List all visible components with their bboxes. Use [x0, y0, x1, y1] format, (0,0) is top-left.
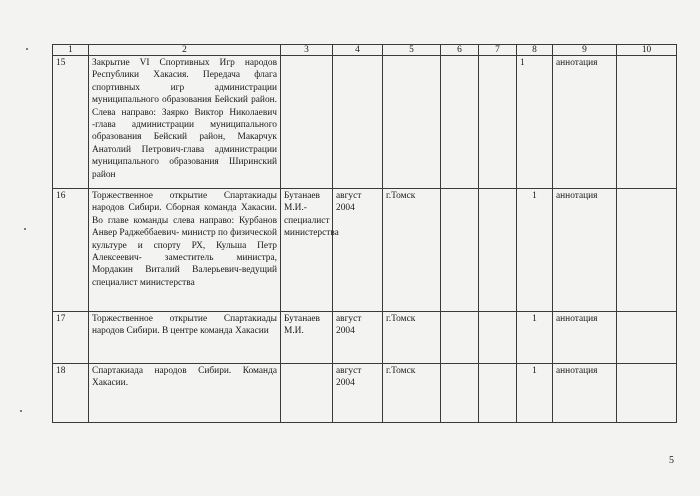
- column-header: 4: [333, 45, 383, 56]
- table-row: [53, 189, 677, 312]
- row-col10: [617, 312, 677, 364]
- row-author: Бутанаев М.И.: [281, 312, 333, 364]
- row-col7: [479, 56, 517, 189]
- row-count: 1: [517, 364, 553, 423]
- row-col10: [617, 364, 677, 423]
- table-row: [53, 364, 677, 423]
- row-count: 1: [517, 189, 553, 312]
- row-place: г.Томск: [383, 312, 441, 364]
- row-count: 1: [517, 56, 553, 189]
- row-number: 15: [53, 56, 89, 189]
- column-header: 8: [517, 45, 553, 56]
- page-number: 5: [669, 455, 674, 466]
- row-col10: [617, 56, 677, 189]
- row-col6: [441, 364, 479, 423]
- row-col6: [441, 56, 479, 189]
- column-header: 2: [89, 45, 281, 56]
- row-col6: [441, 189, 479, 312]
- scan-speck: [26, 48, 28, 50]
- row-author: [281, 364, 333, 423]
- row-description: Спартакиада народов Сибири. Команда Хакасии.: [89, 364, 281, 423]
- row-col7: [479, 189, 517, 312]
- row-date: август 2004: [333, 189, 383, 312]
- row-doc-type: аннотация: [553, 189, 617, 312]
- table-row: [53, 56, 677, 189]
- row-description: Закрытие VI Спортивных Игр народов Республики Хакасия. Передача флага спортивных игр администрации муниципального образования Бейский район. Слева направо: Заярко Виктор Николаевич -глава администрации муниципального образования Бейский район, Макарчук Анатолий Петрович-глава администрации муниципального образования Ширинский район: [89, 56, 281, 189]
- scan-speck: [24, 228, 26, 230]
- row-description: Торжественное открытие Спартакиады народов Сибири. Сборная команда Хакасии. Во главе команды слева направо: Курбанов Анвер Раджеббаевич- министр по физической культуре и спорту РХ, Кульша Петр Алексеевич- заместитель министра, Мордакин Виталий Валерьевич-ведущий специалист министерства: [89, 189, 281, 312]
- column-header: 3: [281, 45, 333, 56]
- row-date: август 2004: [333, 312, 383, 364]
- row-doc-type: аннотация: [553, 312, 617, 364]
- table-row: [53, 312, 677, 364]
- row-col7: [479, 364, 517, 423]
- scan-speck: [20, 410, 22, 412]
- row-author: [281, 56, 333, 189]
- row-number: 16: [53, 189, 89, 312]
- column-header: 9: [553, 45, 617, 56]
- row-date: [333, 56, 383, 189]
- column-header: 6: [441, 45, 479, 56]
- row-description: Торжественное открытие Спартакиады народов Сибири. В центре команда Хакасии: [89, 312, 281, 364]
- row-date: август 2004: [333, 364, 383, 423]
- photo-registry-table: [52, 44, 677, 423]
- row-col7: [479, 312, 517, 364]
- header-row: [53, 45, 677, 56]
- row-doc-type: аннотация: [553, 364, 617, 423]
- row-count: 1: [517, 312, 553, 364]
- row-col6: [441, 312, 479, 364]
- row-number: 18: [53, 364, 89, 423]
- column-header: 10: [617, 45, 677, 56]
- row-doc-type: аннотация: [553, 56, 617, 189]
- row-number: 17: [53, 312, 89, 364]
- row-place: г.Томск: [383, 364, 441, 423]
- column-header: 1: [53, 45, 89, 56]
- column-header: 5: [383, 45, 441, 56]
- row-place: г.Томск: [383, 189, 441, 312]
- column-header: 7: [479, 45, 517, 56]
- row-author: Бутанаев М.И.-специалист министерства: [281, 189, 333, 312]
- row-place: [383, 56, 441, 189]
- row-col10: [617, 189, 677, 312]
